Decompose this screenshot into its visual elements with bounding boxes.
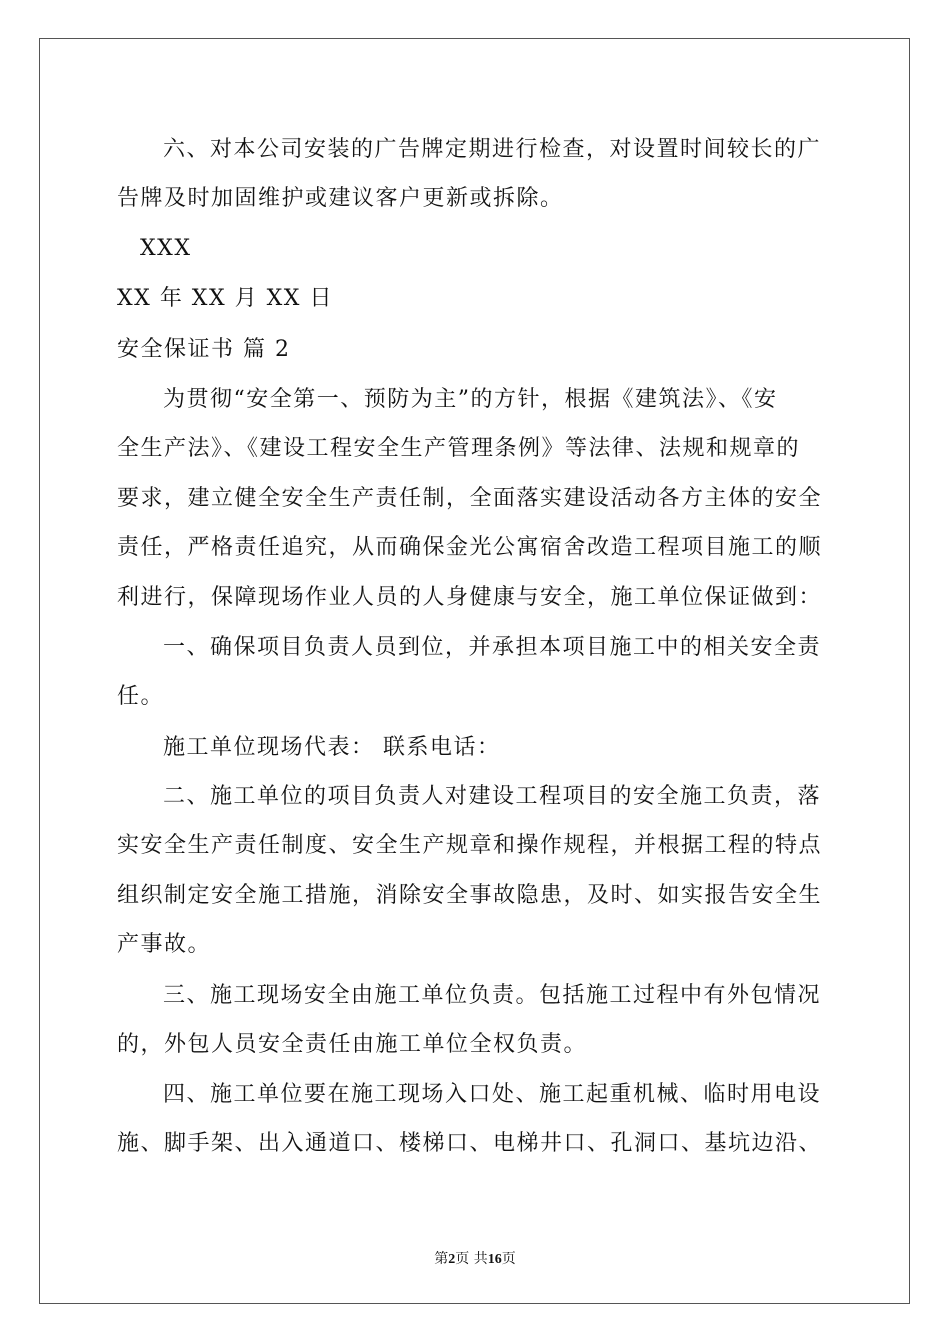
total-page-number: 16 — [487, 1252, 502, 1267]
paragraph-line: 为贯彻“安全第一、预防为主”的方针，根据《建筑法》、《安 — [163, 387, 778, 412]
footer-mid: 页 共 — [455, 1251, 488, 1267]
paragraph-line: 二、施工单位的项目负责人对建设工程项目的安全施工负责，落 — [163, 784, 822, 809]
paragraph-line: 的，外包人员安全责任由施工单位全权负责。 — [117, 1032, 588, 1057]
contact-line: 施工单位现场代表： 联系电话： — [163, 735, 501, 760]
paragraph-line: 产事故。 — [117, 932, 212, 957]
current-page-number: 2 — [448, 1252, 456, 1267]
paragraph-line: 四、施工单位要在施工现场入口处、施工起重机械、临时用电设 — [163, 1082, 822, 1107]
page-border — [39, 38, 910, 1304]
paragraph-line: 三、施工现场安全由施工单位负责。包括施工过程中有外包情况 — [163, 983, 822, 1008]
paragraph-line: 全生产法》、《建设工程安全生产管理条例》等法律、法规和规章的 — [117, 436, 801, 461]
paragraph-line: 要求，建立健全安全生产责任制，全面落实建设活动各方主体的安全 — [117, 486, 823, 511]
signature-name: XXX — [140, 236, 192, 261]
paragraph-line: 利进行，保障现场作业人员的人身健康与安全，施工单位保证做到： — [117, 585, 823, 610]
paragraph-line: 实安全生产责任制度、安全生产规章和操作规程，并根据工程的特点 — [117, 833, 823, 858]
signature-date: XX 年 XX 月 XX 日 — [117, 286, 333, 311]
paragraph-line: 施、脚手架、出入通道口、楼梯口、电梯井口、孔洞口、基坑边沿、 — [117, 1131, 823, 1156]
paragraph-line: 责任，严格责任追究，从而确保金光公寓宿舍改造工程项目施工的顺 — [117, 535, 823, 560]
footer-prefix: 第 — [434, 1251, 449, 1267]
page-footer — [0, 1248, 950, 1268]
paragraph-line: 告牌及时加固维护或建议客户更新或拆除。 — [117, 186, 564, 211]
paragraph-line: 一、确保项目负责人员到位，并承担本项目施工中的相关安全责 — [163, 635, 822, 660]
paragraph-line: 任。 — [117, 684, 165, 709]
footer-suffix: 页 — [501, 1251, 516, 1267]
section-title: 安全保证书 篇 2 — [117, 337, 291, 362]
paragraph-line: 组织制定安全施工措施，消除安全事故隐患，及时、如实报告安全生 — [117, 883, 823, 908]
paragraph-line: 六、对本公司安装的广告牌定期进行检查，对设置时间较长的广 — [163, 137, 822, 162]
